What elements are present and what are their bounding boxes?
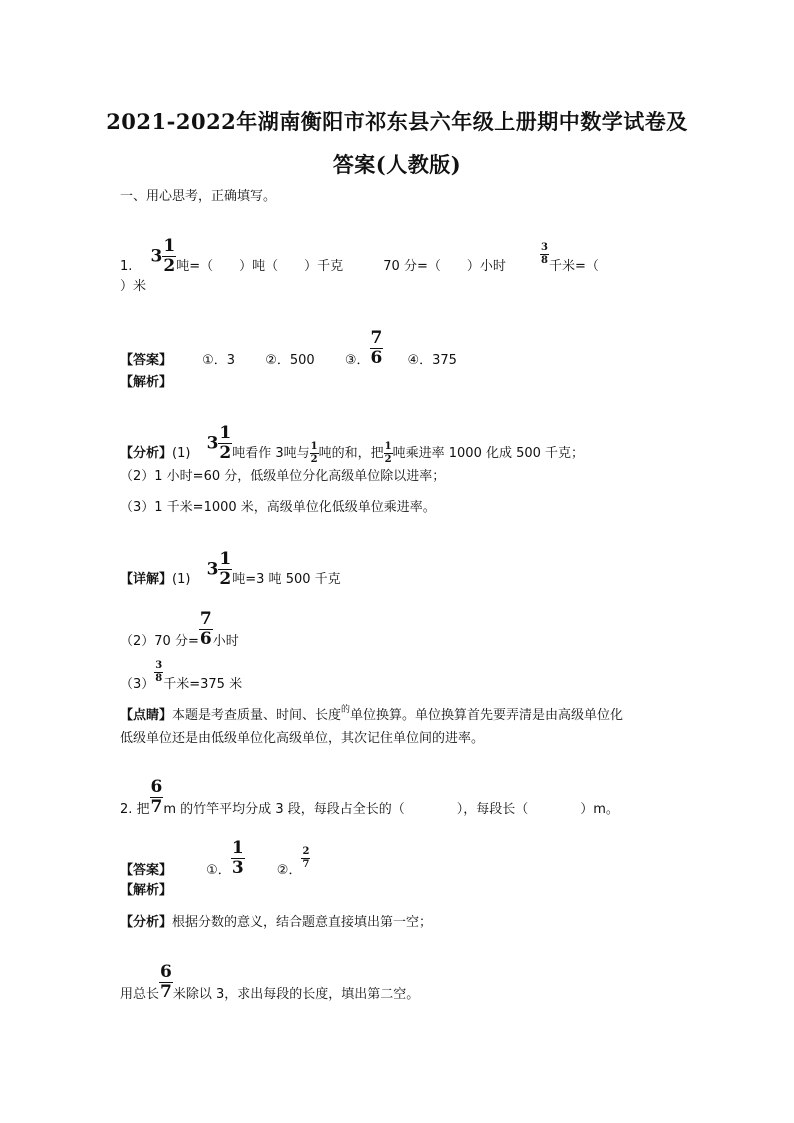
- analysis-label: 【解析】: [120, 883, 173, 898]
- q1-analysis-2: （2）1 小时=60 分，低级单位分化高级单位除以进率；: [120, 469, 446, 484]
- fraction-7-6: $\frac{7}{6}$: [199, 609, 212, 649]
- q1-detail-2: （2）70 分= $\frac{7}{6}$ 小时: [120, 609, 239, 649]
- mixed-number-3-1-2: 3 $\frac{1}{2}$: [150, 236, 176, 276]
- mixed-number-3-1-2: 3 $\frac{1}{2}$: [206, 549, 232, 589]
- q1-text-3: 千米=（: [548, 259, 599, 274]
- q1-comment-1: 【点睛】本题是考查质量、时间、长度$^的$单位换算。单位换算首先要弄清是由高级单位化: [120, 705, 624, 723]
- q1-detail-1: 【详解】(1) 3 $\frac{1}{2}$ 吨=3 吨 500 千克: [120, 549, 341, 589]
- fraction-6-7: $\frac{6}{7}$: [150, 777, 163, 817]
- q1-detail-3: （3） $\frac{3}{8}$ 千米=375 米: [120, 660, 243, 692]
- answer-1: ①．3: [202, 353, 236, 368]
- fraction-3-8: $\frac{3}{8}$: [155, 660, 163, 684]
- doc-title-line2: 答案(人教版): [332, 152, 462, 177]
- fraction-2-7: $\frac{2}{7}$: [302, 846, 310, 870]
- question-number: 1.: [120, 259, 133, 274]
- answer-4: ④．375: [407, 353, 457, 368]
- question-1: [120, 236, 599, 285]
- q1-answer: [120, 328, 457, 379]
- q1-comment-2: 低级单位还是由低级单位化高级单位，其次记住单位间的进率。: [120, 731, 485, 746]
- q2-analysis-2: 用总长 $\frac{6}{7}$ 米除以 3，求出每段的长度，填出第二空。: [120, 962, 420, 1002]
- q2-answer: 【答案】 ①． $\frac{1}{3}$ ②． $\frac{2}{7}$: [120, 838, 310, 878]
- fraction-7-6: $\frac{7}{6}$: [370, 328, 383, 368]
- answer-label: 【答案】: [120, 353, 173, 368]
- q1-text-4: ）米: [120, 279, 147, 294]
- q1-text-1: 吨=（ ）吨（ ）千克: [176, 259, 344, 274]
- section-heading: 一、用心思考，正确填写。: [120, 189, 277, 204]
- question-2: 2. 把 $\frac{6}{7}$ m 的竹竿平均分成 3 段，每段占全长的（ ），每段长（ ）m。: [120, 777, 619, 817]
- q1-analysis-3: （3）1 千米=1000 米，高级单位化低级单位乘进率。: [120, 500, 436, 515]
- fraction-3-8: $\frac{3}{8}$: [541, 242, 548, 266]
- answer-label: 【答案】: [120, 863, 173, 878]
- fraction-6-7: $\frac{6}{7}$: [160, 962, 172, 1002]
- analysis-label: 【解析】: [120, 375, 173, 390]
- fraction-1-2: $\frac{1}{2}$: [310, 441, 318, 465]
- q2-analysis-1: 【分析】根据分数的意义，结合题意直接填出第一空；: [120, 915, 433, 930]
- fraction-1-3: $\frac{1}{3}$: [231, 838, 244, 878]
- doc-title-line1: 2021-2022年湖南衡阳市祁东县六年级上册期中数学试卷及: [106, 109, 688, 134]
- fraction-1-2: $\frac{1}{2}$: [384, 441, 392, 465]
- q1-analysis-1: 【分析】(1) 3 $\frac{1}{2}$ 吨看作 3吨与 $\frac{1}{2}$ 吨的和，把 $\frac{1}{2}$ 吨乘进率 1000 化成 500 千克；: [120, 423, 585, 465]
- answer-2: ②．500: [265, 353, 315, 368]
- mixed-number-3-1-2: 3 $\frac{1}{2}$: [206, 423, 232, 463]
- answer-3: ③．: [344, 353, 370, 368]
- q1-text-2: 70 分=（ ）小时: [383, 259, 506, 274]
